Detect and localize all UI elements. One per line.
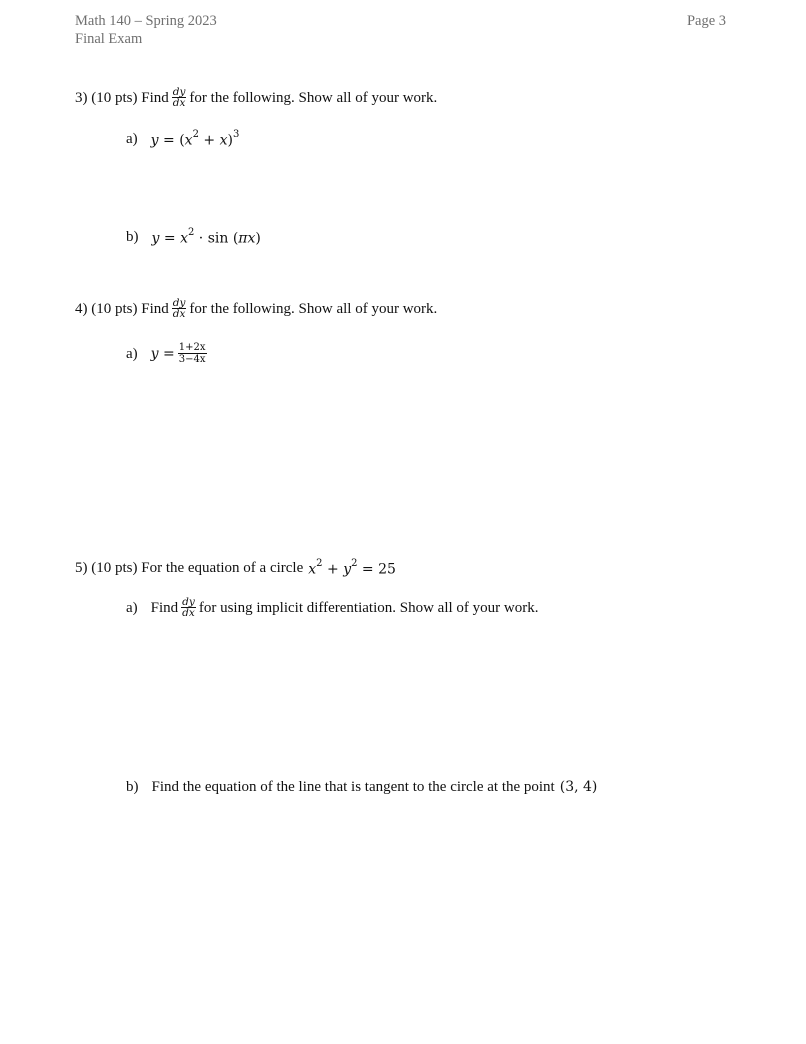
question-3-prefix: 3) (10 pts) Find xyxy=(75,89,169,106)
question-4a-label: a) xyxy=(126,345,138,362)
question-4a xyxy=(126,342,210,365)
question-5-equation-tail: = 25 xyxy=(357,561,396,578)
page-header-left xyxy=(75,12,217,48)
derivative-numerator: dy xyxy=(172,86,186,98)
question-3-suffix: for the following. Show all of your work. xyxy=(189,89,438,106)
derivative-denominator: dx xyxy=(172,308,186,320)
derivative-fraction xyxy=(181,597,196,618)
page-number: Page 3 xyxy=(686,13,726,29)
question-5a-prefix: Find xyxy=(150,599,179,616)
question-4-prompt xyxy=(75,298,437,319)
question-5b-point: (3, 4) xyxy=(559,779,598,795)
question-5-prefix: 5) (10 pts) For the equation of a circle xyxy=(75,559,304,576)
question-5-equation: $x^2 + y^2 = 25$ xyxy=(308,558,396,578)
question-4a-fraction xyxy=(178,342,207,365)
question-5b-text: Find the equation of the line that is tangent to the circle at the point xyxy=(151,779,555,795)
question-3a xyxy=(126,127,239,151)
question-5b-label: b) xyxy=(126,779,139,795)
question-3b-label: b) xyxy=(126,228,139,245)
exam-title: Final Exam xyxy=(75,31,143,47)
derivative-denominator: dx xyxy=(172,97,186,109)
question-5-prompt xyxy=(75,556,396,580)
question-3b-equation: $y = x^2 \cdot \sin (\pi x)$ xyxy=(151,227,261,247)
question-4-prefix: 4) (10 pts) Find xyxy=(75,300,169,317)
question-3b xyxy=(126,225,261,249)
derivative-numerator: dy xyxy=(182,596,195,608)
derivative-denominator: dx xyxy=(182,607,195,619)
derivative-numerator: dy xyxy=(172,297,186,309)
question-4a-numerator: 1+2x xyxy=(178,342,206,353)
question-4a-denominator: 3−4x xyxy=(178,354,206,365)
question-3a-equation: $y = (x^2 + x)^3$ xyxy=(150,129,240,149)
question-5b xyxy=(126,777,597,797)
question-3-prompt xyxy=(75,87,437,108)
derivative-fraction xyxy=(172,298,187,319)
derivative-fraction xyxy=(172,87,187,108)
course-title: Math 140 – Spring 2023 xyxy=(75,13,217,29)
question-4a-lhs: y = xyxy=(150,345,175,362)
question-5a xyxy=(126,597,539,618)
question-5a-label: a) xyxy=(126,599,138,616)
question-4-suffix: for the following. Show all of your work. xyxy=(189,300,438,317)
question-3a-label: a) xyxy=(126,130,138,147)
question-5a-suffix: for using implicit differentiation. Show all of your work. xyxy=(198,599,539,616)
